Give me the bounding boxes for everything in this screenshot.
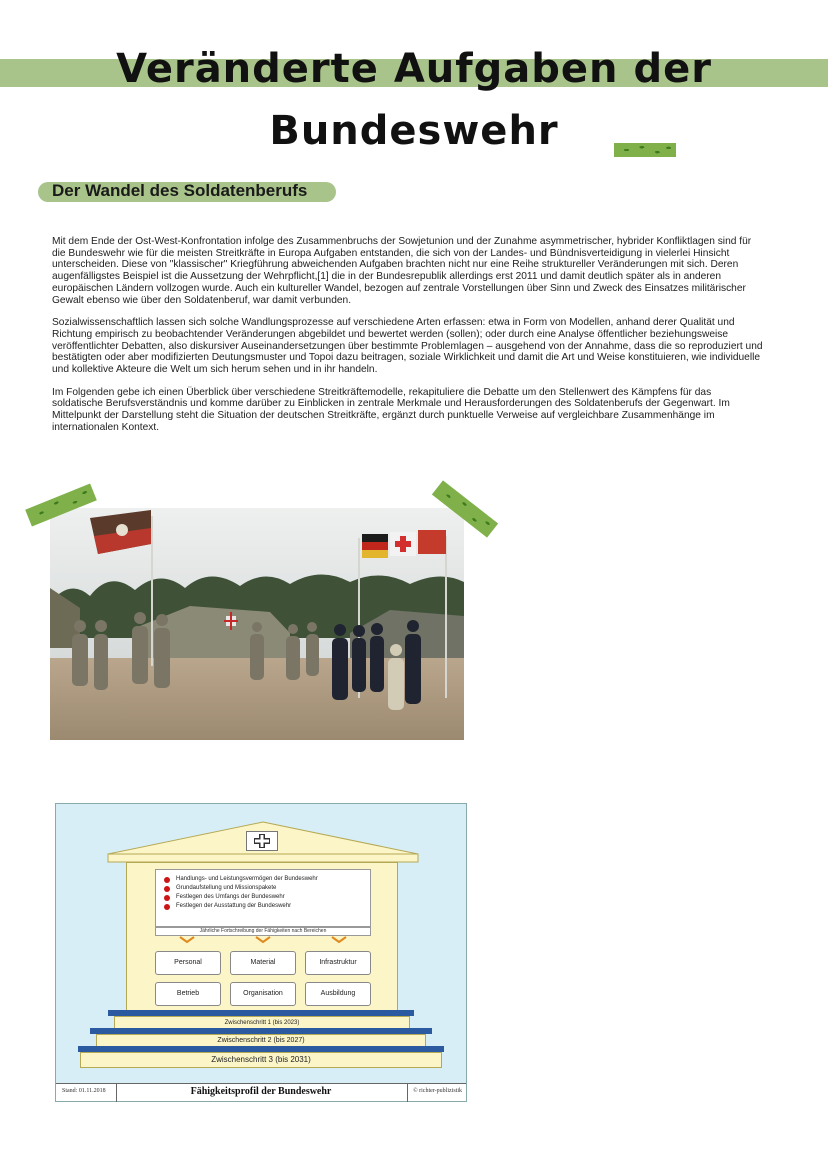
list-item: Festlegen des Umfangs der Bundeswehr bbox=[164, 893, 370, 902]
article-body bbox=[52, 236, 764, 445]
diagram-title: Fähigkeitsprofil der Bundeswehr bbox=[190, 1086, 332, 1097]
capability-profile-diagram bbox=[55, 803, 467, 1102]
iron-cross-emblem bbox=[246, 831, 278, 851]
list-item: Festlegen der Ausstattung der Bundeswehr bbox=[164, 902, 370, 911]
capability-band: Jährliche Fortschreibung der Fähigkeiten nach Bereichen bbox=[155, 927, 371, 936]
chevron-down-icon bbox=[179, 936, 195, 944]
capability-box-organisation: Organisation bbox=[230, 982, 296, 1006]
list-item: Handlungs- und Leistungsvermögen der Bundeswehr bbox=[164, 875, 370, 884]
paragraph: Sozialwissenschaftlich lassen sich solche Wandlungsprozesse auf verschiedene Arten erfassen: etwa in Form von Modellen, anhand derer Qualität und Richtung empirisch zu beobachtender Veränderungen abgebildet und bewertet werden (sollen); oder durch eine Analyse öffentlicher beziehungsweise veröffentlichter Debatten, also diskursiver Auseinandersetzungen über bestimmte Problemlagen – ausgehend von der Annahme, dass die so reproduziert und bestätigten oder aber modifizierten Deutungsmuster und Topoi dazu beitragen, soziale Wirklichkeit und damit die Art und Weise konstituieren, wie individuelle und kollektive Akteure die Welt um sich herum sehen und in ihr handeln. bbox=[52, 317, 763, 376]
step-1: Zwischenschritt 1 (bis 2023) bbox=[114, 1016, 410, 1030]
footer-date: Stand: 01.11.2018 bbox=[62, 1088, 106, 1094]
chevron-down-icon bbox=[255, 936, 271, 944]
footer-divider bbox=[407, 1084, 408, 1102]
capability-box-infrastruktur: Infrastruktur bbox=[305, 951, 371, 975]
capability-box-material: Material bbox=[230, 951, 296, 975]
objectives-list bbox=[155, 869, 371, 927]
capability-box-ausbildung: Ausbildung bbox=[305, 982, 371, 1006]
section-title: Der Wandel des Soldatenberufs bbox=[52, 181, 308, 200]
list-item: Grundaufstellung und Missionspakete bbox=[164, 884, 370, 893]
footer-copyright: © richter-publizistik bbox=[413, 1088, 462, 1094]
ceremony-photo bbox=[50, 508, 464, 740]
capability-box-betrieb: Betrieb bbox=[155, 982, 221, 1006]
building-body bbox=[126, 862, 398, 1014]
decorative-tape bbox=[614, 143, 676, 157]
step-2: Zwischenschritt 2 (bis 2027) bbox=[96, 1034, 426, 1048]
diagram-footer bbox=[56, 1083, 466, 1101]
chevron-down-icon bbox=[331, 936, 347, 944]
page-title: Veränderte Aufgaben der Bundeswehr bbox=[116, 46, 712, 154]
paragraph: Im Folgenden gebe ich einen Überblick über verschiedene Streitkräftemodelle, rekapituliere die Debatte um den Stellenwert des Kämpfens für das soldatische Berufsverständnis und komme darüber zu Einblicken in zentrale Merkmale und Herausforderungen des Soldatenberufs der Gegenwart. Im Mittelpunkt der Darstellung steht die Situation der deutschen Streitkräfte, ergänzt durch punktuelle Verweise auf vergleichbare Zusammenhänge im internationalen Kontext. bbox=[52, 386, 730, 433]
capability-box-personal: Personal bbox=[155, 951, 221, 975]
step-3: Zwischenschritt 3 (bis 2031) bbox=[80, 1052, 442, 1068]
paragraph: Mit dem Ende der Ost-West-Konfrontation infolge des Zusammenbruchs der Sowjetunion und der Zunahme asymmetrischer, hybrider Konfliktlagen sind für die Bundeswehr wie für die meisten Streitkräfte in Europa Aufgaben entstanden, die sich von der Landes- und Bündnisverteidigung in vielerlei Hinsicht unterscheiden. Diese von "klassischer" Kriegführung abweichenden Aufgaben brachten nicht nur eine Reihe struktureller Veränderungen mit sich. Deren augenfälligstes Beispiel ist die Aussetzung der Wehrpflicht,[1] die in der Bundesrepublik allerdings erst 2011 und damit deutlich später als in anderen europäischen Ländern vollzogen wurde. Auch ein kultureller Wandel, bezogen auf zentrale Vorstellungen über Sinn und Zweck des Einsatzes militärischer Gewalt ebenso wie über den Soldatenberuf, war damit verbunden. bbox=[52, 236, 752, 306]
photo-illustration bbox=[50, 508, 464, 740]
